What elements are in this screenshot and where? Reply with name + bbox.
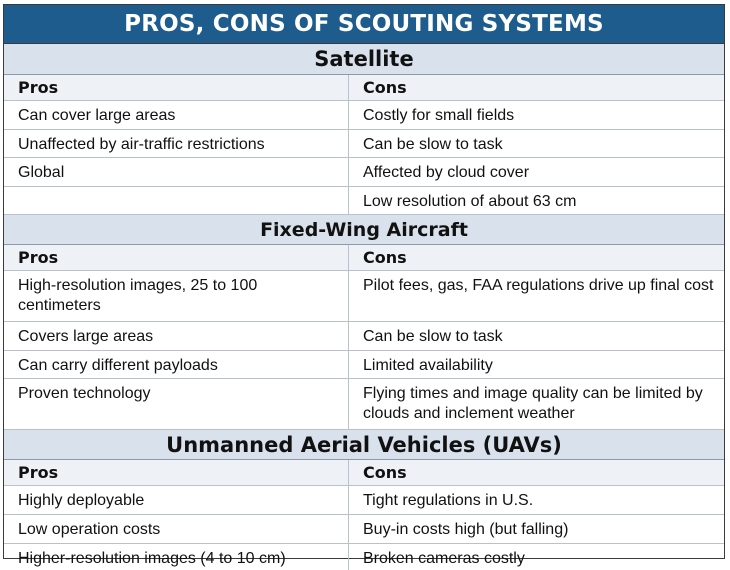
- con-cell: Tight regulations in U.S.: [363, 492, 534, 509]
- con-cell: Low resolution of about 63 cm: [363, 193, 577, 210]
- pro-cell: Covers large areas: [4, 322, 349, 350]
- pro-cell: High-resolution images, 25 to 100 centimeters: [4, 271, 349, 321]
- table-title: PROS, CONS OF SCOUTING SYSTEMS: [4, 5, 724, 44]
- cons-column-header: Cons: [363, 463, 407, 482]
- con-cell: Can be slow to task: [363, 328, 503, 345]
- table-row: [4, 187, 724, 215]
- pro-cell: Higher-resolution images (4 to 10 cm): [4, 544, 349, 570]
- table-row: [4, 271, 724, 322]
- table-row: [4, 322, 724, 351]
- pros-column-header: Pros: [4, 245, 349, 270]
- table-row: [4, 158, 724, 187]
- section-header-satellite: Satellite: [4, 44, 724, 75]
- table-row: [4, 486, 724, 515]
- con-cell: Buy-in costs high (but falling): [363, 521, 569, 538]
- table-row: [4, 351, 724, 379]
- pro-cell: Can cover large areas: [4, 101, 349, 129]
- column-header-row: [4, 460, 724, 486]
- pro-cell: [4, 187, 349, 214]
- table-row: [4, 379, 724, 430]
- pro-cell: Can carry different payloads: [4, 351, 349, 378]
- table-row: [4, 130, 724, 158]
- column-header-row: [4, 75, 724, 101]
- con-cell: Broken cameras costly: [363, 550, 525, 567]
- con-cell: Pilot fees, gas, FAA regulations drive up final cost: [363, 277, 714, 294]
- pro-cell: Unaffected by air-traffic restrictions: [4, 130, 349, 157]
- pros-column-header: Pros: [4, 75, 349, 100]
- con-cell: Affected by cloud cover: [363, 164, 530, 181]
- con-cell: Flying times and image quality can be limited by clouds and inclement weather: [363, 385, 703, 422]
- cons-column-header: Cons: [363, 78, 407, 97]
- section-header-uavs: Unmanned Aerial Vehicles (UAVs): [4, 430, 724, 460]
- pro-cell: Global: [4, 158, 349, 186]
- con-cell: Limited availability: [363, 357, 493, 374]
- section-header-fixed-wing: Fixed-Wing Aircraft: [4, 215, 724, 245]
- column-header-row: [4, 245, 724, 271]
- cons-column-header: Cons: [363, 248, 407, 267]
- pros-column-header: Pros: [4, 460, 349, 485]
- con-cell: Costly for small fields: [363, 107, 515, 124]
- scouting-systems-table: [3, 4, 725, 567]
- table-row: [4, 515, 724, 544]
- table-row: [4, 101, 724, 130]
- pro-cell: Proven technology: [4, 379, 349, 429]
- pro-cell: Low operation costs: [4, 515, 349, 543]
- pro-cell: Highly deployable: [4, 486, 349, 514]
- table-row: [4, 544, 724, 570]
- con-cell: Can be slow to task: [363, 136, 503, 153]
